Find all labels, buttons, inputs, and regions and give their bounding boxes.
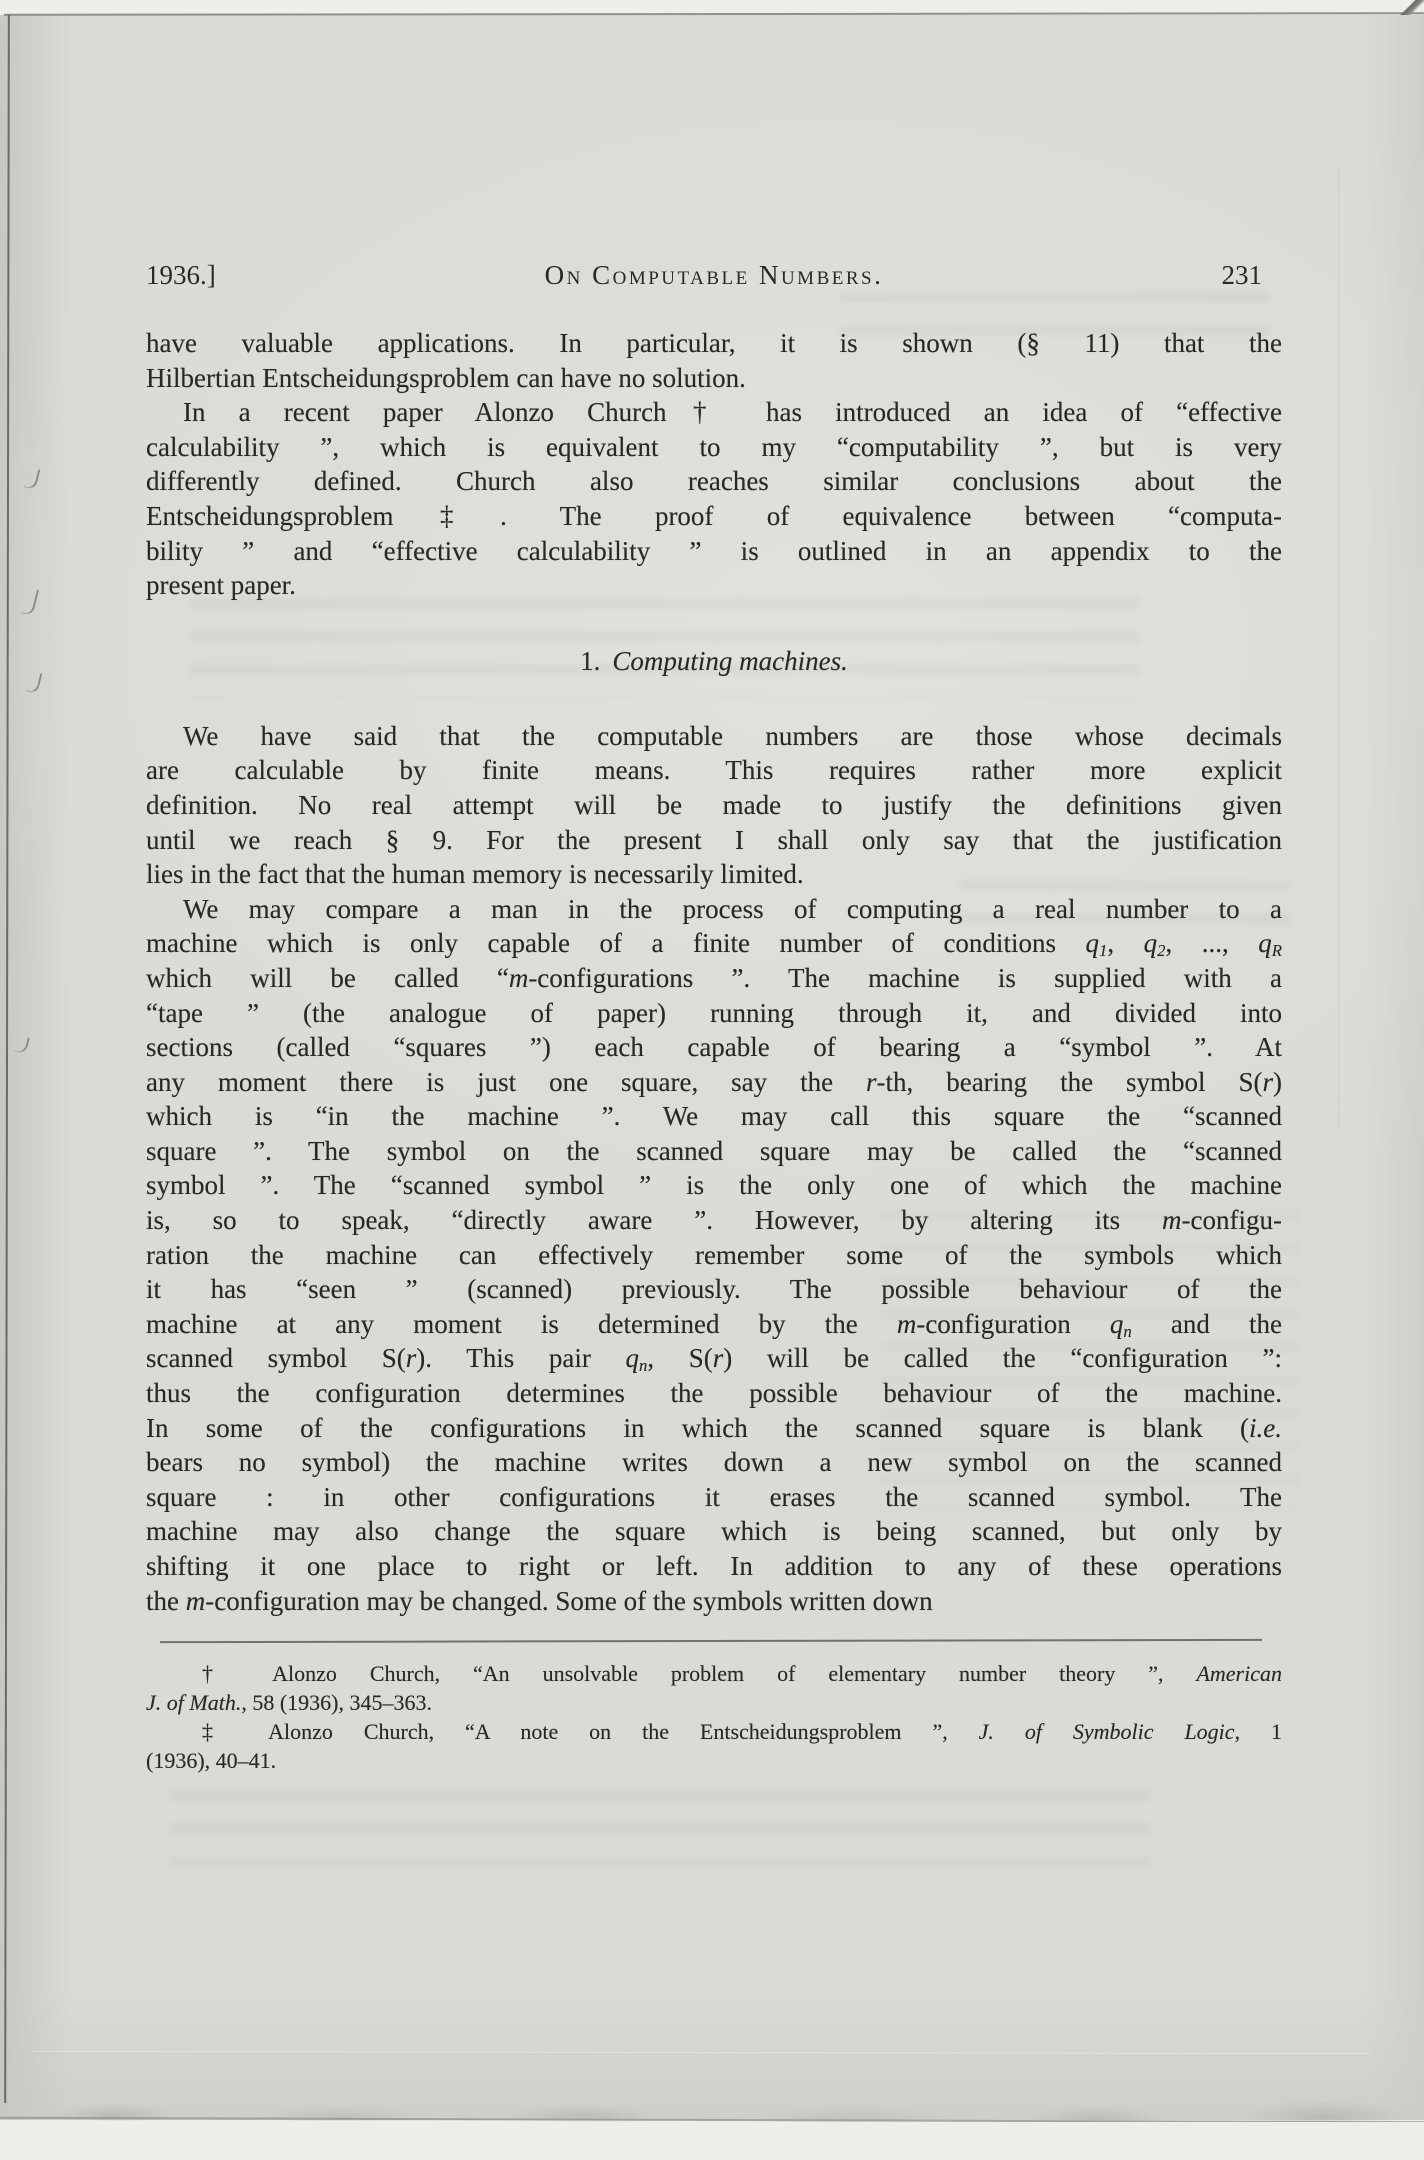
text-line: ration the machine can effectively remember some of the symbols which: [146, 1239, 1282, 1270]
page-header: [146, 258, 1282, 294]
text-line: square ”. The symbol on the scanned square may be called the “scanned: [146, 1135, 1282, 1166]
footnote-church-2: [146, 1717, 1282, 1775]
text-line: thus the configuration determines the possible behaviour of the machine.: [146, 1378, 1282, 1409]
torn-bottom-edge: [0, 2064, 1424, 2124]
text-line: which will be called “m-configurations ”. The machine is supplied with a: [146, 962, 1282, 993]
text-line: are calculable by finite means. This requires rather more explicit: [146, 755, 1282, 786]
text-line: bility ” and “effective calculability ” is outlined in an appendix to the: [146, 535, 1282, 566]
text-line: square : in other configurations it erases the scanned symbol. The: [146, 1481, 1282, 1512]
text-line: † Alonzo Church, “An unsolvable problem of elementary number theory ”, American: [202, 1661, 1282, 1687]
text-line: In some of the configurations in which the scanned square is blank (i.e.: [146, 1412, 1282, 1443]
text-line: Hilbertian Entscheidungsproblem can have no solution.: [146, 362, 746, 393]
footnotes: [146, 1659, 1282, 1775]
corner-notch: [1398, 0, 1424, 15]
text-line: which is “in the machine ”. We may call this square the “scanned: [146, 1101, 1282, 1132]
running-title: On Computable Numbers.: [544, 260, 884, 290]
text-line: shifting it one place to right or left. In addition to any of these operations: [146, 1551, 1282, 1581]
text-line: definition. No real attempt will be made to justify the definitions given: [146, 789, 1282, 820]
text-line: We have said that the computable numbers are those whose decimals: [183, 720, 1282, 751]
body-text: [146, 326, 1282, 1775]
text-line: We may compare a man in the process of computing a real number to a: [183, 893, 1282, 924]
text-line: any moment there is just one square, say the r-th, bearing the symbol S(r): [146, 1066, 1282, 1097]
section-title: Computing machines.: [612, 645, 848, 676]
paragraph-continuation: [146, 326, 1282, 395]
text-line: bears no symbol) the machine writes down a new symbol on the scanned: [146, 1447, 1282, 1478]
page-number: 231: [1221, 260, 1262, 290]
text-line: machine which is only capable of a finite number of conditions $q_1$, $q_2$, ..., $q_R$: [146, 928, 1282, 961]
text-line: machine may also change the square which is being scanned, but only by: [146, 1516, 1282, 1547]
header-year-label: 1936.]: [146, 260, 216, 290]
text-line: (1936), 40–41.: [146, 1748, 277, 1774]
text-line: symbol ”. The “scanned symbol ” is the only one of which the machine: [146, 1170, 1282, 1201]
text-line: is, so to speak, “directly aware ”. However, by altering its m-configu-: [146, 1205, 1282, 1236]
text-line: machine at any moment is determined by the m-configuration $q_n$ and the: [146, 1308, 1282, 1341]
text-line: “tape ” (the analogue of paper) running through it, and divided into: [146, 997, 1282, 1028]
text-line: the m-configuration may be changed. Some of the symbols written down: [146, 1585, 933, 1616]
footnote-rule: [160, 1639, 1262, 1643]
text-line: J. of Math., 58 (1936), 345–363.: [146, 1690, 432, 1716]
paper-crease: [1338, 170, 1340, 1130]
text-line: ‡ Alonzo Church, “A note on the Entscheidungsproblem ”, J. of Symbolic Logic, 1: [202, 1719, 1283, 1745]
paragraph-church: [146, 395, 1282, 603]
scanner-background: [0, 2122, 1424, 2160]
text-line: sections (called “squares ”) each capable of bearing a “symbol ”. At: [146, 1032, 1282, 1063]
text-line: scanned symbol S(r). This pair $q_n$, S(r) will be called the “configuration ”:: [146, 1343, 1283, 1376]
footnote-church-1: [146, 1659, 1282, 1717]
text-line: it has “seen ” (scanned) previously. The possible behaviour of the: [146, 1274, 1282, 1305]
section-heading: [146, 643, 1282, 679]
paragraph-computable-numbers: [146, 719, 1282, 892]
text-line: In a recent paper Alonzo Church† has introduced an idea of “effective: [183, 397, 1282, 428]
text-line: calculability ”, which is equivalent to my “computability ”, but is very: [146, 431, 1282, 462]
section-number: 1.: [580, 645, 601, 676]
text-line: have valuable applications. In particular, it is shown (§ 11) that the: [146, 328, 1282, 358]
text-line: lies in the fact that the human memory is necessarily limited.: [146, 859, 804, 890]
text-line: present paper.: [146, 570, 296, 601]
text-line: until we reach § 9. For the present I shall only say that the justification: [146, 824, 1282, 855]
text-line: differently defined. Church also reaches similar conclusions about the: [146, 466, 1282, 497]
text-line: Entscheidungsproblem‡. The proof of equivalence between “computa-: [146, 500, 1282, 531]
paragraph-machine-description: [146, 892, 1282, 1618]
